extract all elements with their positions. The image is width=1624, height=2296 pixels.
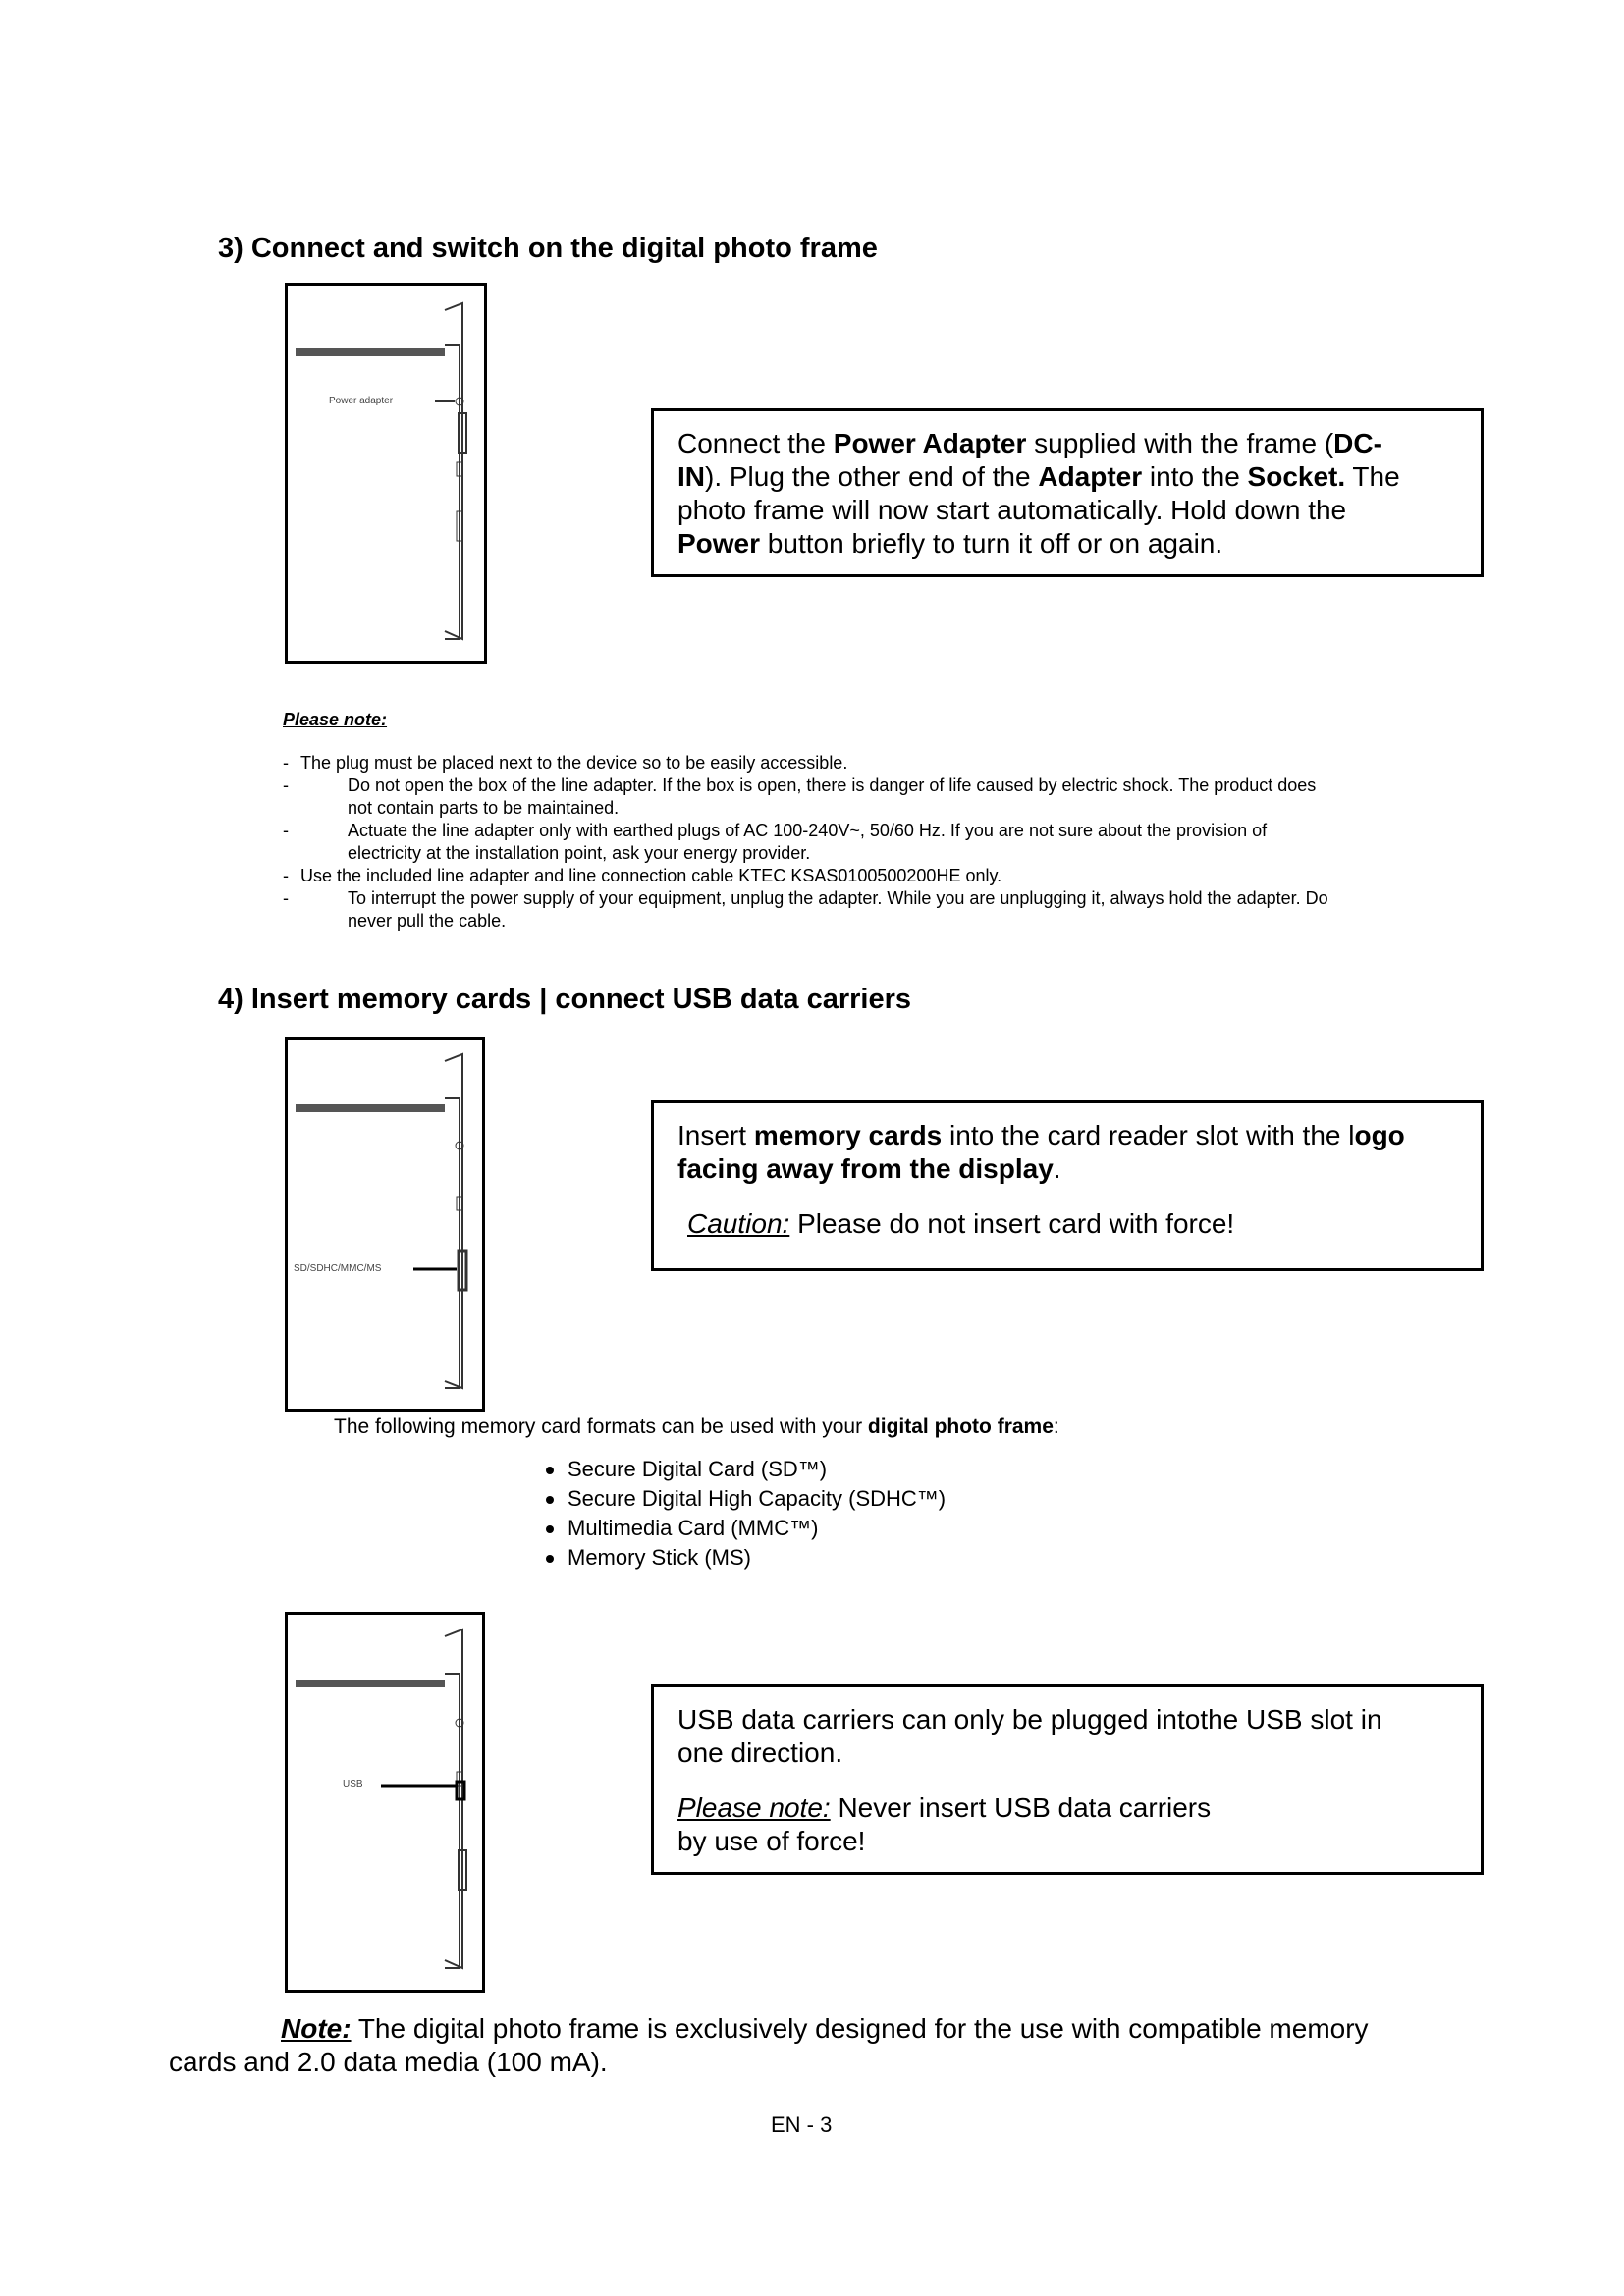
memory-card-info-box: Insert memory cards into the card reader slot with the logo facing away from the display. Caution: Please do not insert card with force!: [651, 1100, 1484, 1271]
device-figure-power: [285, 283, 487, 664]
section-3-heading: 3) Connect and switch on the digital photo frame: [218, 233, 878, 264]
note-item: - Actuate the line adapter only with earthed plugs of AC 100-240V~, 50/60 Hz. If you are not sure about the provision of electricity at the installation point, ask your energy provider.: [283, 821, 1268, 863]
list-item: Secure Digital High Capacity (SDHC™): [546, 1484, 946, 1514]
please-note-title: Please note:: [283, 710, 388, 729]
power-adapter-info-box: Connect the Power Adapter supplied with the frame (DC- IN). Plug the other end of the Adapter into the Socket. The photo frame will now start automatically. Hold down the Power button briefly to turn it off or on again.: [651, 408, 1484, 577]
list-item: Secure Digital Card (SD™): [546, 1455, 946, 1484]
photo-frame-side-illustration: [288, 1615, 482, 1990]
device-figure-usb: [285, 1612, 485, 1993]
formats-intro: The following memory card formats can be used with your digital photo frame:: [334, 1415, 1059, 1438]
note-item: - Do not open the box of the line adapter. If the box is open, there is danger of life caused by electric shock. The product does not contain parts to be maintained.: [283, 775, 1317, 818]
safety-notes-list: [283, 752, 1490, 933]
section-4-heading: 4) Insert memory cards | connect USB data carriers: [218, 984, 912, 1015]
note-item: - The plug must be placed next to the device so to be easily accessible.: [283, 753, 848, 773]
page-number: EN - 3: [771, 2112, 833, 2137]
power-adapter-label: Power adapter: [329, 396, 394, 406]
note-item: - Use the included line adapter and line connection cable KTEC KSAS0100500200HE only.: [283, 866, 1002, 885]
photo-frame-side-illustration: [288, 1040, 482, 1409]
list-item: Multimedia Card (MMC™): [546, 1514, 946, 1543]
list-item: Memory Stick (MS): [546, 1543, 946, 1573]
card-formats-list: [546, 1455, 946, 1573]
device-figure-card: [285, 1037, 485, 1412]
usb-label: USB: [343, 1779, 363, 1789]
card-slot-label: SD/SDHC/MMC/MS: [294, 1263, 382, 1274]
usb-info-box: USB data carriers can only be plugged intothe USB slot in one direction. Please note: Never insert USB data carriers by use of force!: [651, 1684, 1484, 1875]
footer-note: Note: The digital photo frame is exclusively designed for the use with compatible memory cards and 2.0 data media (100 mA).: [169, 2013, 1369, 2077]
photo-frame-side-illustration: [288, 286, 484, 661]
note-item: - To interrupt the power supply of your equipment, unplug the adapter. While you are unplugging it, always hold the adapter. Do never pull the cable.: [283, 888, 1328, 931]
